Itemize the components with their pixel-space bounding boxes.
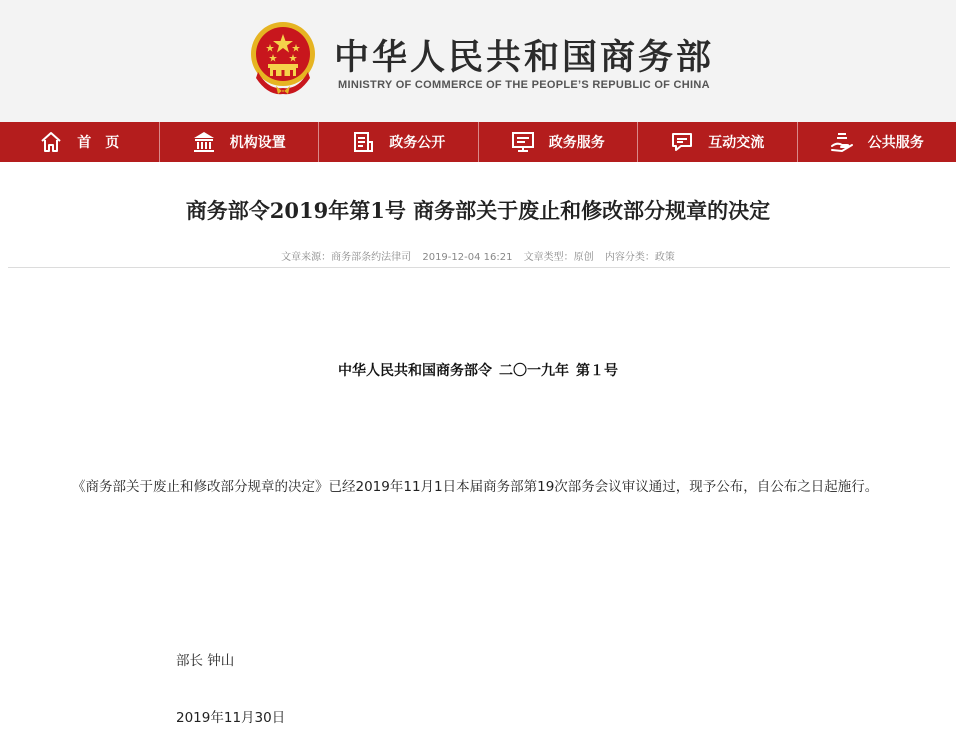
meta-datetime: 2019-12-04 16:21 [422,252,513,263]
institution-icon [192,130,216,154]
nav-item-interaction[interactable] [638,122,798,162]
monitor-icon [511,130,535,154]
meta-category: 内容分类：政策 [604,252,675,263]
meta-type: 文章类型：原创 [523,252,594,263]
site-header [0,0,956,122]
nav-item-gov-affairs[interactable] [319,122,479,162]
nav-label: 政务服务 [548,135,605,151]
national-emblem-icon[interactable] [248,20,318,96]
site-name-cn: 中华人民共和国商务部 [334,38,715,78]
nav-item-institution[interactable] [160,122,320,162]
title-divider [8,267,950,268]
meta-source: 文章来源：商务部条约法律司 [281,252,412,263]
nav-item-gov-service[interactable] [479,122,639,162]
nav-label: 公共服务 [867,135,924,151]
nav-label: 机构设置 [229,135,286,151]
chat-icon [670,130,694,154]
nav-item-public-service[interactable] [798,122,956,162]
main-nav [0,122,956,162]
order-number-line: 中华人民共和国商务部令 二〇一九年 第１号 [338,364,618,379]
article-body: 《商务部关于废止和修改部分规章的决定》已经2019年11月1日本届商务部第19次部务会议审议通过，现予公布，自公布之日起施行。 [72,479,879,495]
hand-service-icon [830,130,854,154]
document-icon [351,130,375,154]
article-date: 2019年11月30日 [176,710,286,726]
nav-label: 互动交流 [708,135,765,151]
nav-label: 政务公开 [389,135,446,151]
article-meta [0,248,956,263]
home-icon [39,130,63,154]
article-signer: 部长 钟山 [176,653,235,669]
nav-label: 首 页 [77,135,120,151]
site-name-en: MINISTRY OF COMMERCE OF THE PEOPLE’S REPUBLIC OF CHINA [338,79,710,91]
article-title: 商务部令2019年第1号 商务部关于废止和修改部分规章的决定 [185,198,771,223]
nav-item-home[interactable] [0,122,160,162]
